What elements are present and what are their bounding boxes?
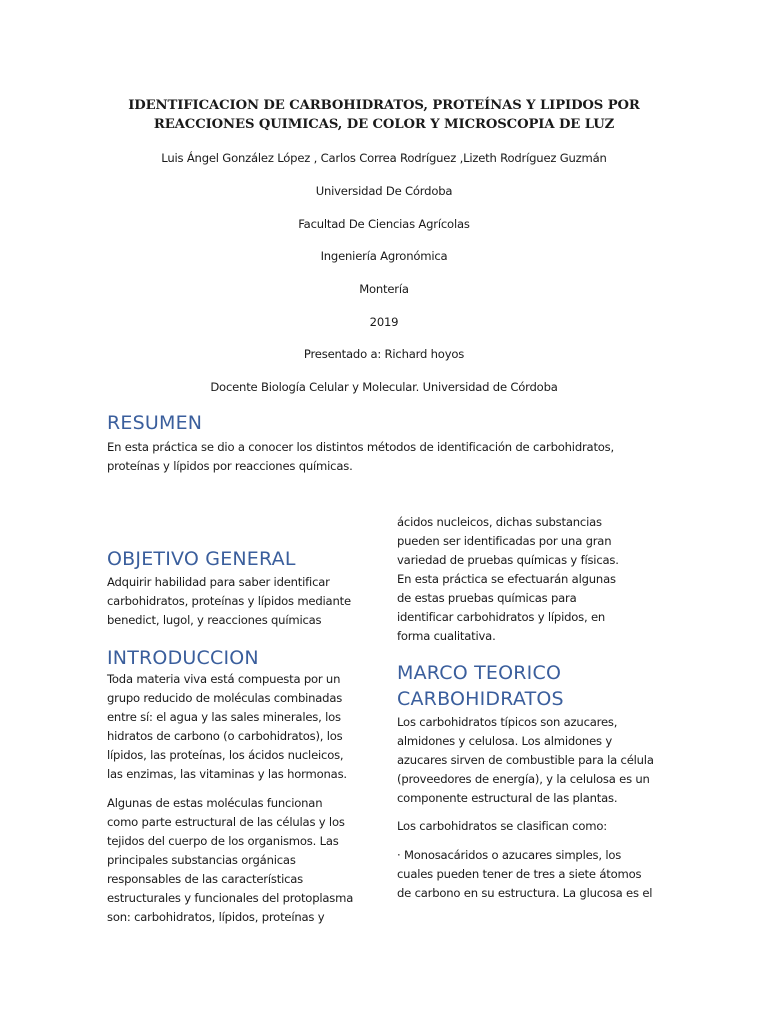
- marco-line: almidones y celulosa. Los almidones y: [397, 734, 612, 748]
- marco-paragraph-1: [397, 713, 657, 808]
- intro-cont-line: forma cualitativa.: [397, 629, 496, 643]
- marco-line: componente estructural de las plantas.: [397, 791, 618, 805]
- presented-to: Presentado a: Richard hoyos: [303, 347, 465, 361]
- objetivo-heading: OBJETIVO GENERAL: [107, 548, 296, 570]
- intro-cont-line: identificar carbohidratos y lípidos, en: [397, 610, 606, 624]
- intro-line: responsables de las características: [107, 872, 304, 886]
- title-line-2: REACCIONES QUIMICAS, DE COLOR Y MICROSCOPIA DE LUZ: [153, 117, 615, 132]
- marco-line: de carbono en su estructura. La glucosa es el: [397, 886, 653, 900]
- year: 2019: [369, 315, 399, 329]
- teacher: Docente Biología Celular y Molecular. Universidad de Córdoba: [210, 380, 558, 394]
- introduccion-paragraph-2: [107, 794, 367, 927]
- university: Universidad De Córdoba: [315, 184, 453, 198]
- intro-line: como parte estructural de las células y los: [107, 815, 345, 829]
- objetivo-paragraph: [107, 573, 367, 630]
- objetivo-line: carbohidratos, proteínas y lípidos mediante: [107, 594, 351, 608]
- intro-line: Toda materia viva está compuesta por un: [107, 672, 341, 686]
- resumen-paragraph: [107, 438, 667, 476]
- intro-line: principales substancias orgánicas: [107, 853, 296, 867]
- marco-line: cuales pueden tener de tres a siete átomos: [397, 867, 642, 881]
- resumen-heading: RESUMEN: [107, 412, 203, 434]
- intro-line: lípidos, las proteínas, los ácidos nucleicos,: [107, 748, 344, 762]
- city: Montería: [359, 282, 409, 296]
- intro-cont-line: ácidos nucleicos, dichas substancias: [397, 515, 602, 529]
- objetivo-line: benedict, lugol, y reacciones químicas: [107, 613, 322, 627]
- intro-cont-line: pueden ser identificadas por una gran: [397, 534, 612, 548]
- introduccion-heading: INTRODUCCION: [107, 647, 259, 669]
- marco-line: azucares sirven de combustible para la célula: [397, 753, 654, 767]
- intro-line: las enzimas, las vitaminas y las hormonas.: [107, 767, 347, 781]
- intro-cont-line: de estas pruebas químicas para: [397, 591, 577, 605]
- resumen-line: En esta práctica se dio a conocer los distintos métodos de identificación de carbohidratos,: [107, 440, 615, 454]
- marco-line: (proveedores de energía), y la celulosa es un: [397, 772, 650, 786]
- marco-heading-line-1: MARCO TEORICO: [397, 662, 562, 684]
- marco-heading: [397, 660, 564, 712]
- marco-paragraph-3: [397, 846, 657, 903]
- intro-line: hidratos de carbono (o carbohidratos), los: [107, 729, 343, 743]
- marco-line: · Monosacáridos o azucares simples, los: [397, 848, 622, 862]
- objetivo-line: Adquirir habilidad para saber identificar: [107, 575, 330, 589]
- intro-line: son: carbohidratos, lípidos, proteínas y: [107, 910, 325, 924]
- introduccion-continuation: [397, 513, 657, 646]
- intro-line: grupo reducido de moléculas combinadas: [107, 691, 343, 705]
- title-line-1: IDENTIFICACION DE CARBOHIDRATOS, PROTEÍNAS Y LIPIDOS POR: [128, 98, 640, 113]
- intro-cont-line: En esta práctica se efectuarán algunas: [397, 572, 616, 586]
- marco-heading-line-2: CARBOHIDRATOS: [397, 688, 564, 710]
- intro-line: entre sí: el agua y las sales minerales, los: [107, 710, 341, 724]
- introduccion-paragraph-1: [107, 670, 367, 784]
- marco-line: Los carbohidratos se clasifican como:: [397, 819, 607, 833]
- intro-line: tejidos del cuerpo de los organismos. Las: [107, 834, 339, 848]
- authors: Luis Ángel González López , Carlos Correa Rodríguez ,Lizeth Rodríguez Guzmán: [161, 151, 607, 165]
- intro-line: estructurales y funcionales del protoplasma: [107, 891, 354, 905]
- faculty: Facultad De Ciencias Agrícolas: [298, 217, 470, 231]
- marco-line: Los carbohidratos típicos son azucares,: [397, 715, 618, 729]
- intro-line: Algunas de estas moléculas funcionan: [107, 796, 323, 810]
- resumen-line: proteínas y lípidos por reacciones químicas.: [107, 459, 353, 473]
- marco-paragraph-2: [397, 817, 657, 836]
- program: Ingeniería Agronómica: [320, 249, 448, 263]
- document-title: [100, 96, 668, 134]
- intro-cont-line: variedad de pruebas químicas y físicas.: [397, 553, 619, 567]
